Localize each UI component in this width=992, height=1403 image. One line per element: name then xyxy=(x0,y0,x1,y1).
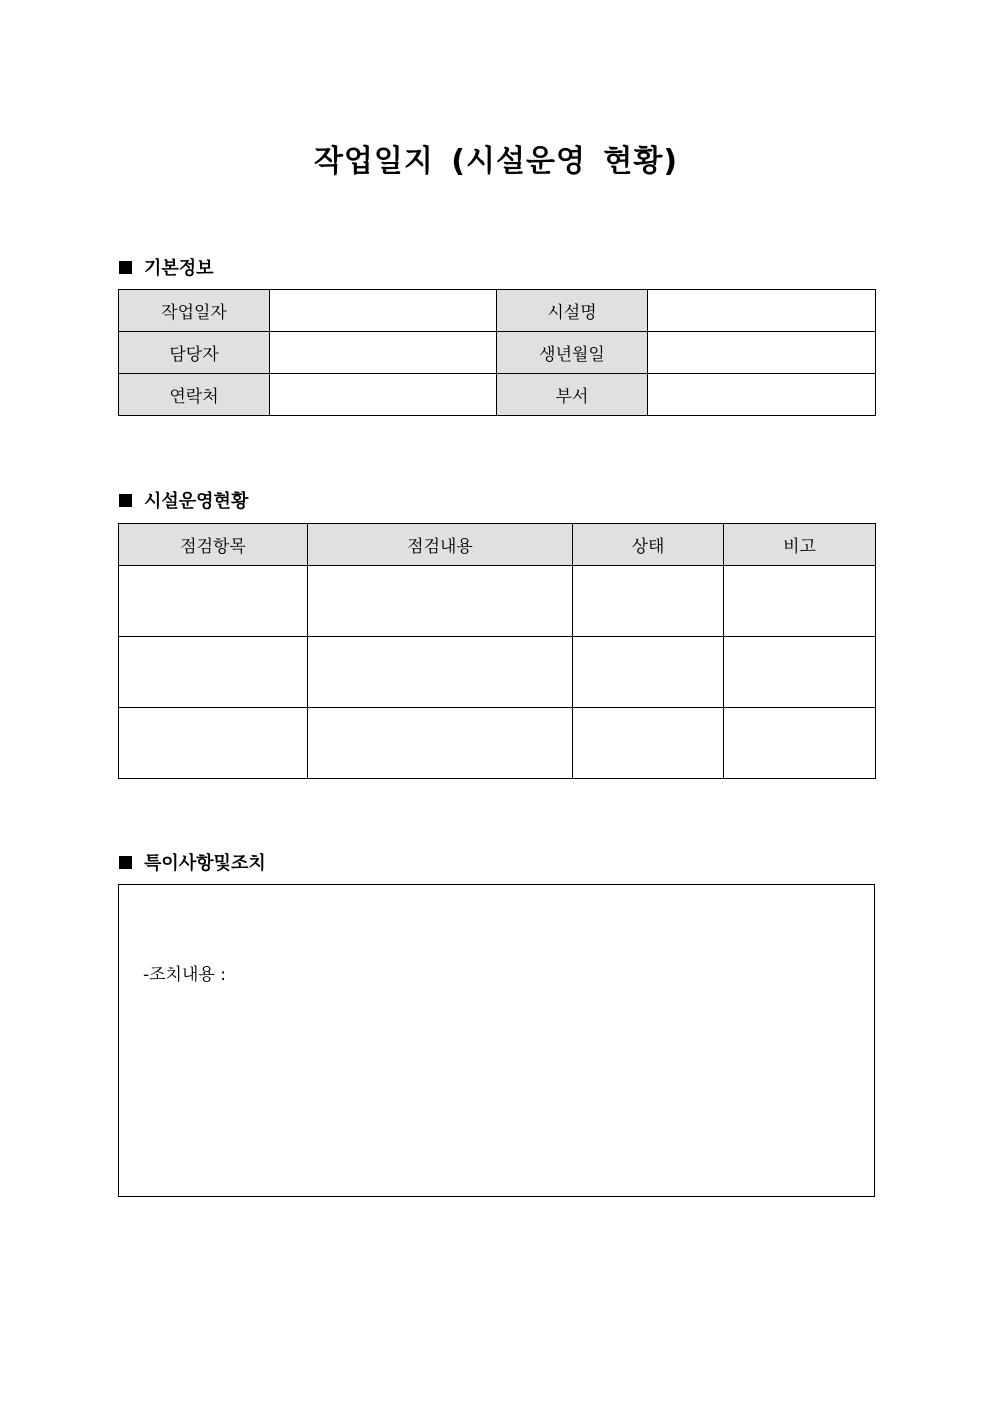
check-item-cell[interactable] xyxy=(119,637,308,708)
section-title: 시설운영현황 xyxy=(144,491,249,512)
status-cell[interactable] xyxy=(573,708,724,779)
table-header-row xyxy=(119,524,876,566)
section-title: 기본정보 xyxy=(144,258,214,279)
basic-info-table xyxy=(118,289,876,416)
check-item-cell[interactable] xyxy=(119,708,308,779)
check-content-cell[interactable] xyxy=(308,708,573,779)
label-work-date: 작업일자 xyxy=(119,290,270,332)
manager-field[interactable] xyxy=(270,332,497,374)
facility-name-field[interactable] xyxy=(648,290,876,332)
section-heading-ops-status xyxy=(119,487,248,513)
check-content-cell[interactable] xyxy=(308,566,573,637)
remarks-cell[interactable] xyxy=(724,708,876,779)
column-header-check-content: 점검내용 xyxy=(308,524,573,566)
work-date-field[interactable] xyxy=(270,290,497,332)
check-content-cell[interactable] xyxy=(308,637,573,708)
label-facility-name: 시설명 xyxy=(497,290,648,332)
table-row xyxy=(119,637,876,708)
contact-field[interactable] xyxy=(270,374,497,416)
table-row xyxy=(119,290,876,332)
square-bullet-icon xyxy=(119,494,132,507)
check-item-cell[interactable] xyxy=(119,566,308,637)
column-header-remarks: 비고 xyxy=(724,524,876,566)
section-heading-notes xyxy=(119,849,266,875)
label-department: 부서 xyxy=(497,374,648,416)
table-row xyxy=(119,708,876,779)
status-cell[interactable] xyxy=(573,566,724,637)
table-row xyxy=(119,374,876,416)
remarks-cell[interactable] xyxy=(724,566,876,637)
table-row xyxy=(119,332,876,374)
page-title: 작업일지 (시설운영 현황) xyxy=(313,144,679,179)
square-bullet-icon xyxy=(119,856,132,869)
status-cell[interactable] xyxy=(573,637,724,708)
column-header-status: 상태 xyxy=(573,524,724,566)
label-contact: 연락처 xyxy=(119,374,270,416)
section-title: 특이사항및조치 xyxy=(144,853,266,874)
action-content-label: -조치내용 : xyxy=(143,965,226,985)
label-birth-date: 생년월일 xyxy=(497,332,648,374)
birth-date-field[interactable] xyxy=(648,332,876,374)
ops-status-table xyxy=(118,523,876,779)
square-bullet-icon xyxy=(119,261,132,274)
label-manager: 담당자 xyxy=(119,332,270,374)
remarks-cell[interactable] xyxy=(724,637,876,708)
department-field[interactable] xyxy=(648,374,876,416)
notes-box[interactable] xyxy=(118,884,875,1197)
section-heading-basic-info xyxy=(119,254,214,280)
column-header-check-item: 점검항목 xyxy=(119,524,308,566)
table-row xyxy=(119,566,876,637)
